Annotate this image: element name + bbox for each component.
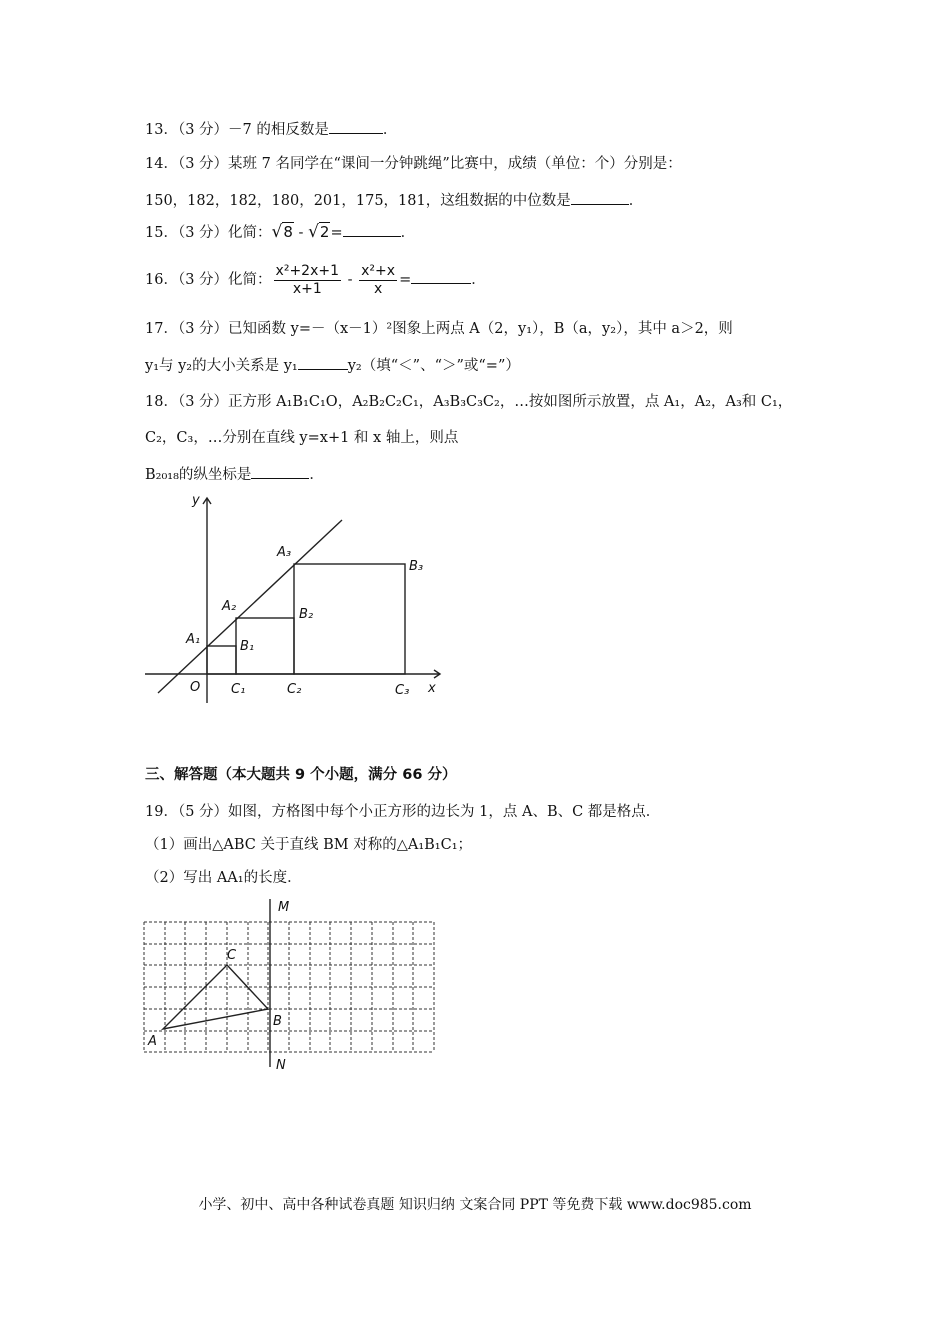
fraction-2: $\frac{\text{x²+x}}{x}$ [361,262,396,297]
question-17-line2: y₁与 y₂的大小关系是 y₁ y₂（填“＜”、“＞”或“=”） [145,355,520,376]
question-18-line1: 18．（3 分）正方形 A₁B₁C₁O，A₂B₂C₂C₁，A₃B₃C₃C₂，…按如图所示放置，点 A₁，A₂，A₃和 C₁， [145,394,793,410]
label-A1: A₁ [186,632,201,647]
question-14-line1: 14．（3 分）某班 7 名同学在“课间一分钟跳绳”比赛中，成绩（单位：个）分别是： [145,156,682,172]
question-16: 16．（3 分）化简： $\frac{\text{x²+2x+1}}{x+1}$ - $\frac{\text{x²+x}}{x}$ = ． [145,262,486,297]
triangle-ABC [163,965,268,1029]
figure-19 [140,895,450,1075]
sqrt-2: √2 [308,222,330,242]
question-18-line2: C₂，C₃，…分别在直线 y=x+1 和 x 轴上，则点 [145,430,459,446]
label-A: A [148,1034,157,1049]
question-15: 15．（3 分）化简：√8 - √2= ． [145,222,416,242]
label-C3: C₃ [395,683,410,698]
figure-18 [140,488,450,708]
label-M: M [278,900,290,915]
label-C2: C₂ [287,682,302,697]
label-C1: C₁ [231,682,246,697]
label-B: B [273,1014,282,1029]
label-B3: B₃ [409,559,424,574]
section-3-title: 三、解答题（本大题共 9 个小题，满分 66 分） [145,767,457,783]
label-B1: B₁ [240,639,255,654]
answer-blank[interactable] [411,269,471,284]
question-19-stem: 19．（5 分）如图，方格图中每个小正方形的边长为 1，点 A、B、C 都是格点． [145,804,661,820]
question-19-part2: （2）写出 AA₁的长度． [145,870,302,886]
question-19-part1: （1）画出△ABC 关于直线 BM 对称的△A₁B₁C₁； [145,837,473,853]
answer-blank[interactable] [251,464,309,479]
footer: 小学、初中、高中各种试卷真题 知识归纳 文案合同 PPT 等免费下载 www.doc985.com [198,1197,752,1213]
question-13: 13．（3 分）－7 的相反数是 ． [145,119,397,140]
label-A3: A₃ [277,545,292,560]
sqrt-8: √8 [271,222,293,242]
question-14-line2: 150，182，182，180，201，175，181，这组数据的中位数是 ． [145,190,643,211]
answer-blank[interactable] [571,190,629,205]
fraction-1: $\frac{\text{x²+2x+1}}{x+1}$ [275,262,340,297]
question-17-line1: 17．（3 分）已知函数 y=－（x－1）²图象上两点 A（2，y₁），B（a，y₂），其中 a＞2，则 [145,321,733,337]
question-18-line3: B₂₀₁₈的纵坐标是 ． [145,464,324,485]
origin-label: O [190,680,201,695]
answer-blank[interactable] [329,119,383,134]
answer-blank[interactable] [343,222,401,237]
y-axis-label: y [192,493,200,508]
answer-blank[interactable] [298,355,348,370]
square-1 [207,646,236,674]
line-y-equals-x-plus-1 [158,520,342,693]
x-axis-label: x [428,681,436,696]
label-C: C [227,948,237,963]
q13-text: 13．（3 分）－7 的相反数是 [145,122,329,138]
grid [144,922,434,1052]
label-A2: A₂ [222,599,237,614]
label-N: N [276,1058,286,1073]
label-B2: B₂ [299,607,314,622]
